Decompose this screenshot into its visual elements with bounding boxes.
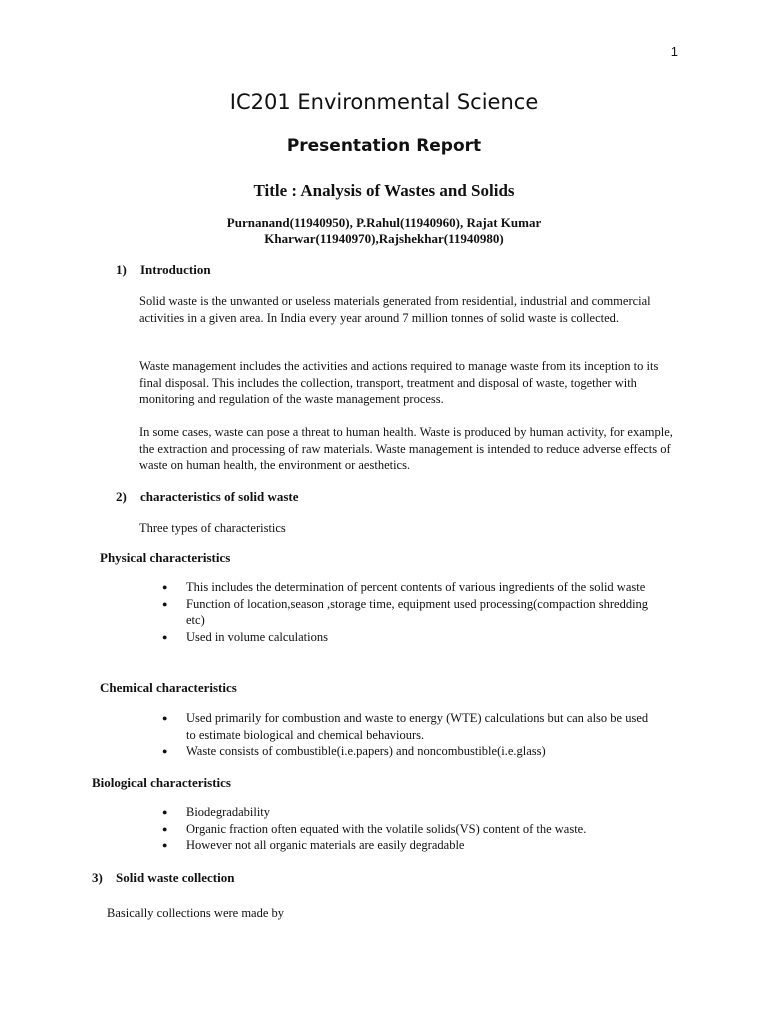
- authors: [190, 215, 578, 247]
- section-heading-introduction: [116, 262, 211, 278]
- list-item: ● Used primarily for combustion and waste to energy (WTE) calculations but can also be used to estimate biological and chemical behaviours.: [160, 710, 660, 743]
- list-item: ● However not all organic materials are easily degradable: [160, 837, 660, 854]
- list-item: ● Biodegradability: [160, 804, 660, 821]
- biological-characteristics-list: [160, 804, 660, 854]
- authors-line-2: Kharwar(11940970),Rajshekhar(11940980): [264, 231, 504, 246]
- list-item: ● Used in volume calculations: [160, 629, 660, 646]
- list-item: ● Function of location,season ,storage time, equipment used processing(compaction shredding etc): [160, 596, 660, 629]
- list-item: ● This includes the determination of percent contents of various ingredients of the solid waste: [160, 579, 660, 596]
- section-number: 3): [92, 870, 103, 885]
- intro-paragraph-1: Solid waste is the unwanted or useless materials generated from residential, industrial and commercial activities in a given area. In India every year around 7 million tonnes of solid waste is collected.: [139, 294, 651, 325]
- characteristics-intro: Three types of characteristics: [139, 521, 286, 535]
- section-heading-collection: [92, 870, 234, 886]
- collection-intro: Basically collections were made by: [107, 906, 285, 920]
- biological-characteristics-heading: Biological characteristics: [92, 775, 231, 790]
- physical-characteristics-heading: Physical characteristics: [100, 550, 231, 565]
- section-title: Solid waste collection: [116, 870, 235, 885]
- chemical-characteristics-heading: Chemical characteristics: [100, 680, 237, 695]
- page-number: 1: [670, 44, 678, 59]
- list-item: ● Organic fraction often equated with the volatile solids(VS) content of the waste.: [160, 821, 660, 838]
- section-number: 2): [116, 489, 127, 504]
- section-title: Introduction: [140, 262, 211, 277]
- report-type: Presentation Report: [286, 136, 482, 156]
- document-title: Title : Analysis of Wastes and Solids: [253, 181, 515, 200]
- section-number: 1): [116, 262, 127, 277]
- authors-line-1: Purnanand(11940950), P.Rahul(11940960), Rajat Kumar: [226, 215, 542, 230]
- course-title: IC201 Environmental Science: [229, 90, 539, 114]
- physical-characteristics-list: [160, 579, 660, 645]
- chemical-characteristics-list: [160, 710, 660, 760]
- intro-paragraph-3: In some cases, waste can pose a threat to human health. Waste is produced by human activity, for example, the extraction and processing of raw materials. Waste management is intended to reduce adverse effects of waste on human health, the environment or aesthetics.: [139, 425, 673, 473]
- list-item: ● Waste consists of combustible(i.e.papers) and noncombustible(i.e.glass): [160, 743, 660, 760]
- section-title: characteristics of solid waste: [140, 489, 299, 504]
- section-heading-characteristics: [116, 489, 299, 505]
- intro-paragraph-2: Waste management includes the activities and actions required to manage waste from its inception to its final disposal. This includes the collection, transport, treatment and disposal of waste, together with monitoring and regulation of the waste management process.: [139, 359, 659, 407]
